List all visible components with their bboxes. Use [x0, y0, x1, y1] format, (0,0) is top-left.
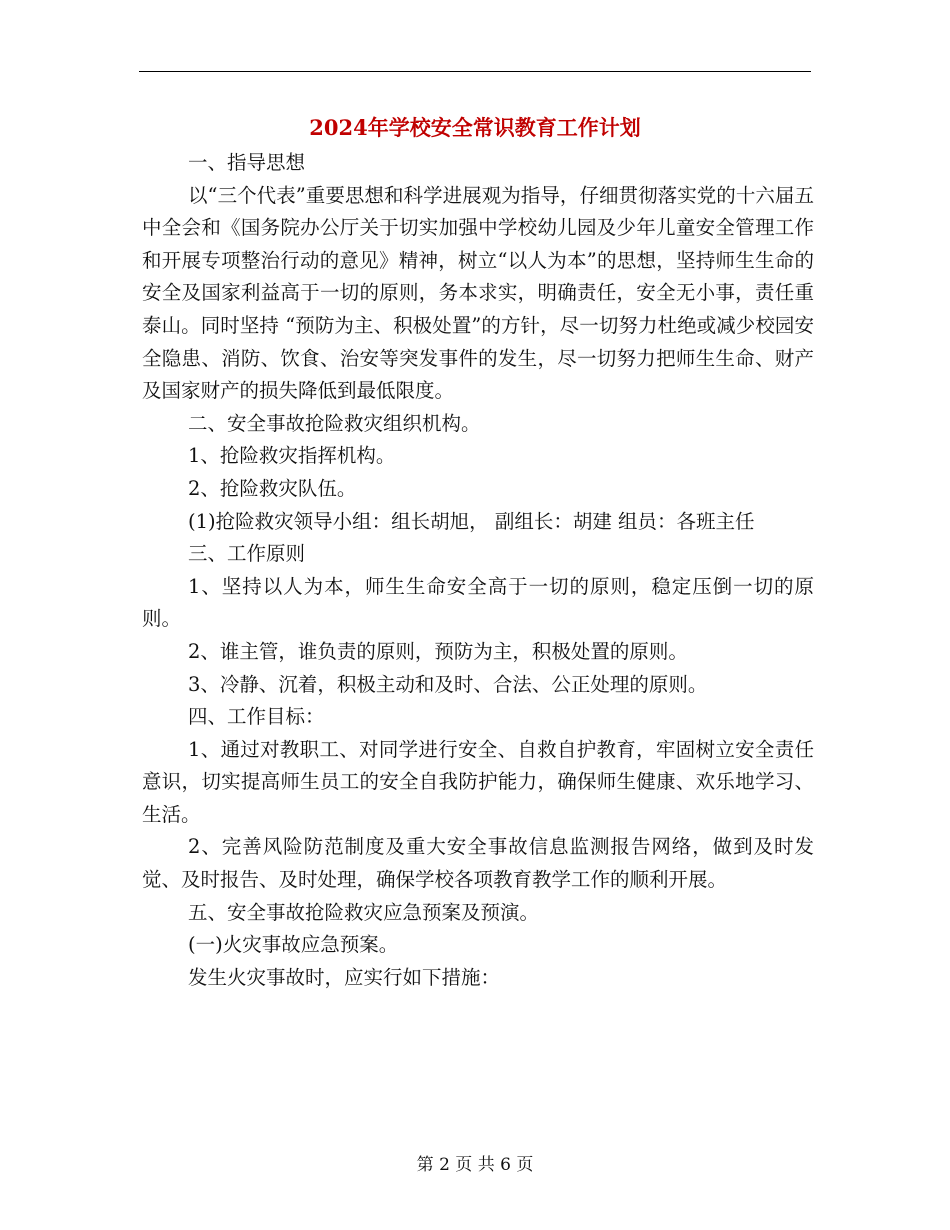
principle-item-2: 2、谁主管，谁负责的原则，预防为主，积极处置的原则。 — [188, 639, 688, 663]
goal-item-2: 2、完善风险防范制度及重大安全事故信息监测报告网络，做到及时发觉、及时报告、及时处理，确保学校各项教育教学工作的顺利开展。 — [142, 835, 814, 892]
principle-item-1: 1、坚持以人为本，师生生命安全高于一切的原则，稳定压倒一切的原则。 — [142, 574, 814, 631]
document-title: 2024年学校安全常识教育工作计划 — [309, 115, 641, 140]
header-rule — [139, 71, 811, 72]
list-item-command: 1、抢险救灾指挥机构。 — [188, 444, 396, 468]
paragraph-guiding-ideology: 以“三个代表”重要思想和科学进展观为指导，仔细贯彻落实党的十六届五中全会和《国务院办公厅关于切实加强中学校幼儿园及少年儿童安全管理工作和开展专项整治行动的意见》精神，树立“以人为本”的思想，坚持师生生命的安全及国家利益高于一切的原则，务本求实，明确责任，安全无小事，责任重泰山。同时坚持 “预防为主、积极处置”的方针，尽一切努力杜绝或减少校园安全隐患、消防、饮食、治安等突发事件的发生，尽一切努力把师生生命、财产及国家财产的损失降低到最低限度。 — [142, 183, 814, 403]
goal-item-1: 1、通过对教职工、对同学进行安全、自救自护教育，牢固树立安全责任意识，切实提高师生员工的安全自我防护能力，确保师生健康、欢乐地学习、生活。 — [142, 737, 814, 826]
principle-item-3: 3、冷静、沉着，积极主动和及时、合法、公正处理的原则。 — [188, 672, 708, 696]
list-item-leadership-group: (1)抢险救灾领导小组：组长胡旭， 副组长：胡建 组员：各班主任 — [188, 509, 755, 533]
section-heading-goals: 四、工作目标： — [188, 705, 325, 729]
section-heading-principles: 三、工作原则 — [188, 542, 306, 566]
list-item-team: 2、抢险救灾队伍。 — [188, 476, 357, 500]
paragraph-fire-measures: 发生火灾事故时，应实行如下措施： — [188, 965, 501, 989]
document-body — [142, 147, 814, 994]
section-heading-emergency-plan: 五、安全事故抢险救灾应急预案及预演。 — [188, 900, 540, 924]
section-heading-guiding-ideology: 一、指导思想 — [188, 151, 306, 174]
page-number: 第 2 页 共 6 页 — [416, 1155, 534, 1175]
subsection-heading-fire: (一)火灾事故应急预案。 — [188, 933, 399, 957]
section-heading-organization: 二、安全事故抢险救灾组织机构。 — [188, 411, 481, 435]
